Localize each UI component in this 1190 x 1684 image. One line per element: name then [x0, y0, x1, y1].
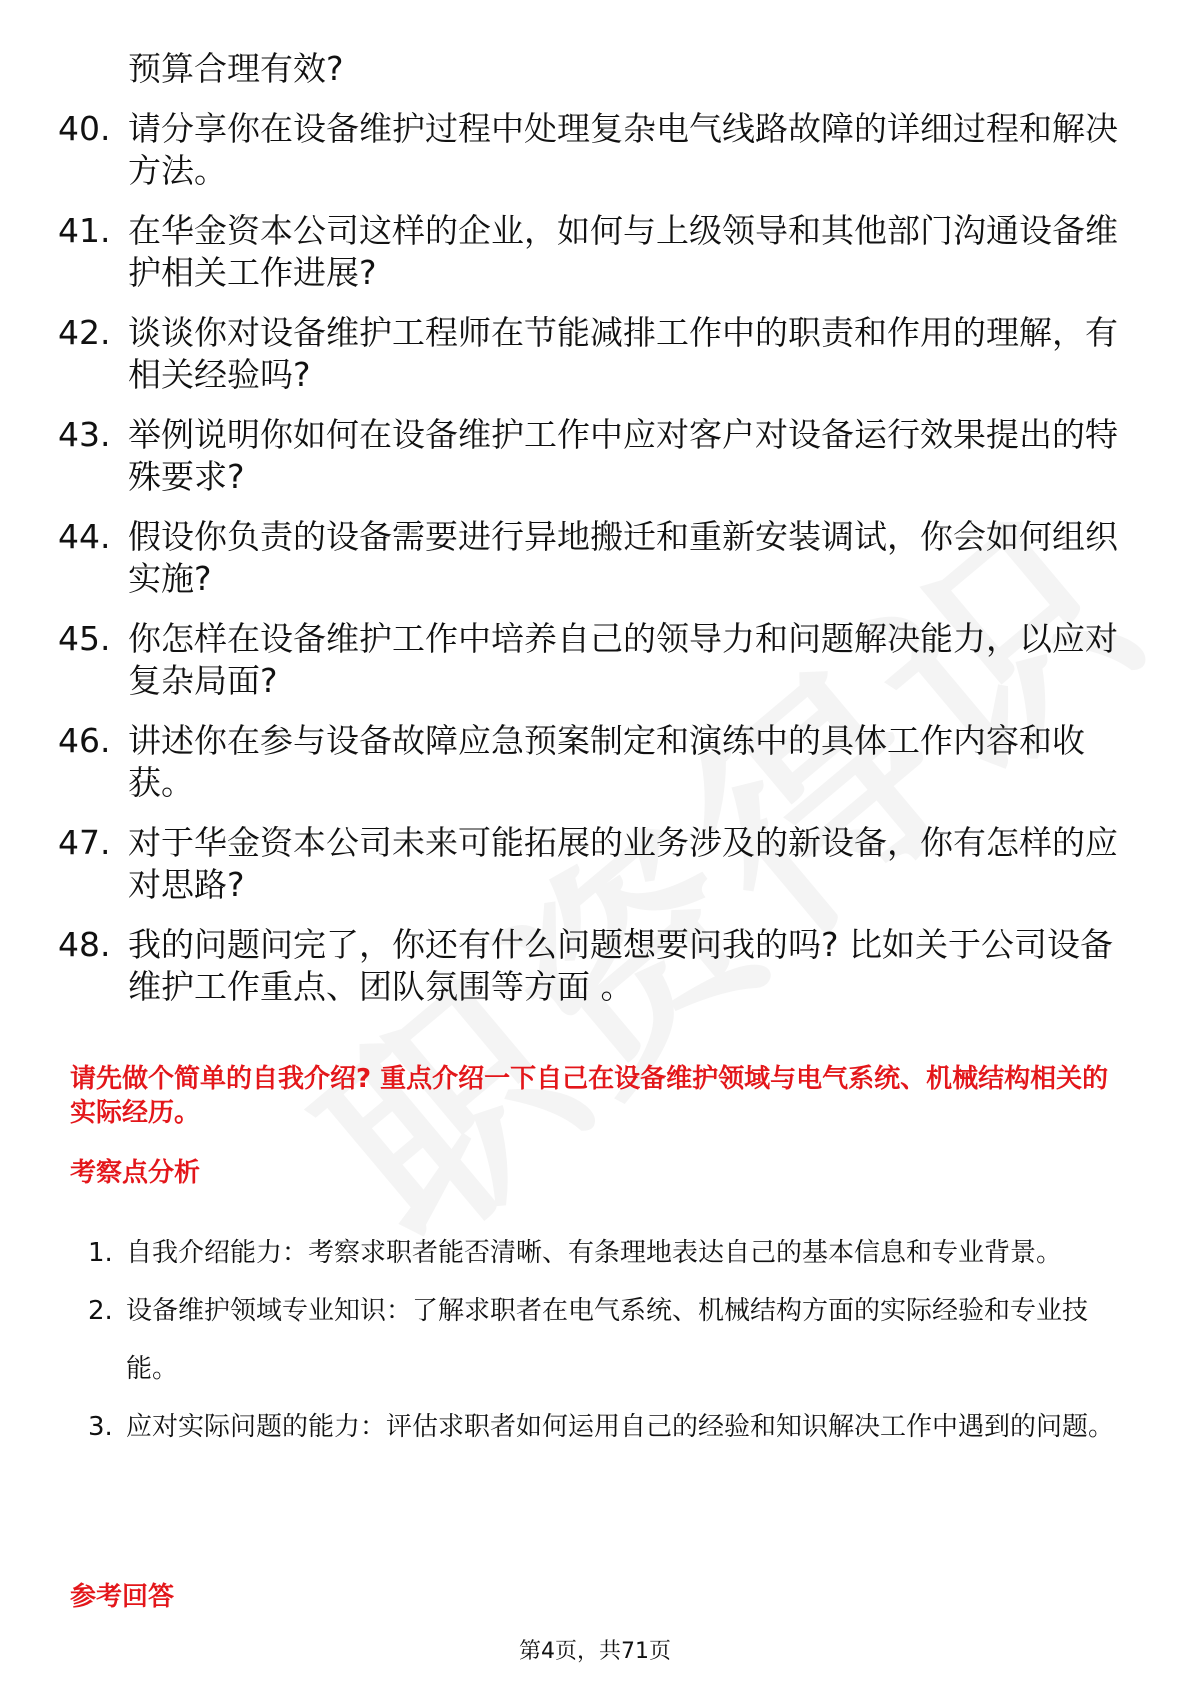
question-item — [58, 210, 1138, 294]
question-number: 47. — [58, 823, 111, 862]
page-footer: 第4页，共71页 — [519, 1639, 671, 1664]
analysis-text: 自我介绍能力：考察求职者能否清晰、有条理地表达自己的基本信息和专业背景。 — [126, 1238, 1063, 1268]
question-number: 44. — [58, 517, 111, 556]
analysis-item — [78, 1224, 1118, 1282]
question-item — [58, 822, 1138, 906]
analysis-number: 1. — [88, 1238, 113, 1268]
question-list — [58, 48, 1138, 1026]
question-number: 45. — [58, 619, 111, 658]
question-text: 举例说明你如何在设备维护工作中应对客户对设备运行效果提出的特殊要求? — [128, 415, 1118, 496]
analysis-number: 3. — [88, 1412, 113, 1442]
question-item — [58, 312, 1138, 396]
question-item — [58, 618, 1138, 702]
analysis-item — [78, 1282, 1118, 1398]
question-text: 对于华金资本公司未来可能拓展的业务涉及的新设备，你有怎样的应对思路? — [128, 823, 1118, 904]
analysis-list — [78, 1224, 1118, 1456]
analysis-text: 设备维护领域专业知识：了解求职者在电气系统、机械结构方面的实际经验和专业技能。 — [126, 1296, 1089, 1384]
question-item — [58, 414, 1138, 498]
question-text: 我的问题问完了，你还有什么问题想要问我的吗? 比如关于公司设备维护工作重点、团队氛围等方面 。 — [128, 925, 1114, 1006]
question-text: 在华金资本公司这样的企业，如何与上级领导和其他部门沟通设备维护相关工作进展? — [128, 211, 1118, 292]
question-number: 48. — [58, 925, 111, 964]
question-item — [58, 924, 1138, 1008]
question-number: 40. — [58, 109, 111, 148]
analysis-text: 应对实际问题的能力：评估求职者如何运用自己的经验和知识解决工作中遇到的问题。 — [126, 1412, 1115, 1442]
question-text: 请分享你在设备维护过程中处理复杂电气线路故障的详细过程和解决方法。 — [128, 109, 1118, 190]
question-headline: 请先做个简单的自我介绍? 重点介绍一下自己在设备维护领域与电气系统、机械结构相关的实际经历。 — [70, 1064, 1109, 1128]
question-number: 41. — [58, 211, 111, 250]
question-number: 43. — [58, 415, 111, 454]
question-text: 假设你负责的设备需要进行异地搬迁和重新安装调试，你会如何组织实施? — [128, 517, 1118, 598]
question-item — [58, 108, 1138, 192]
question-text: 你怎样在设备维护工作中培养自己的领导力和问题解决能力，以应对复杂局面? — [128, 619, 1118, 700]
analysis-number: 2. — [88, 1296, 113, 1326]
answer-title: 参考回答 — [70, 1582, 175, 1612]
question-continuation: 预算合理有效? — [128, 49, 344, 88]
question-text: 讲述你在参与设备故障应急预案制定和演练中的具体工作内容和收获。 — [128, 721, 1085, 802]
question-number: 42. — [58, 313, 111, 352]
analysis-item — [78, 1398, 1118, 1456]
question-item — [58, 516, 1138, 600]
question-item — [58, 720, 1138, 804]
analysis-title: 考察点分析 — [70, 1158, 201, 1188]
question-number: 46. — [58, 721, 111, 760]
question-text: 谈谈你对设备维护工程师在节能减排工作中的职责和作用的理解，有相关经验吗? — [128, 313, 1118, 394]
